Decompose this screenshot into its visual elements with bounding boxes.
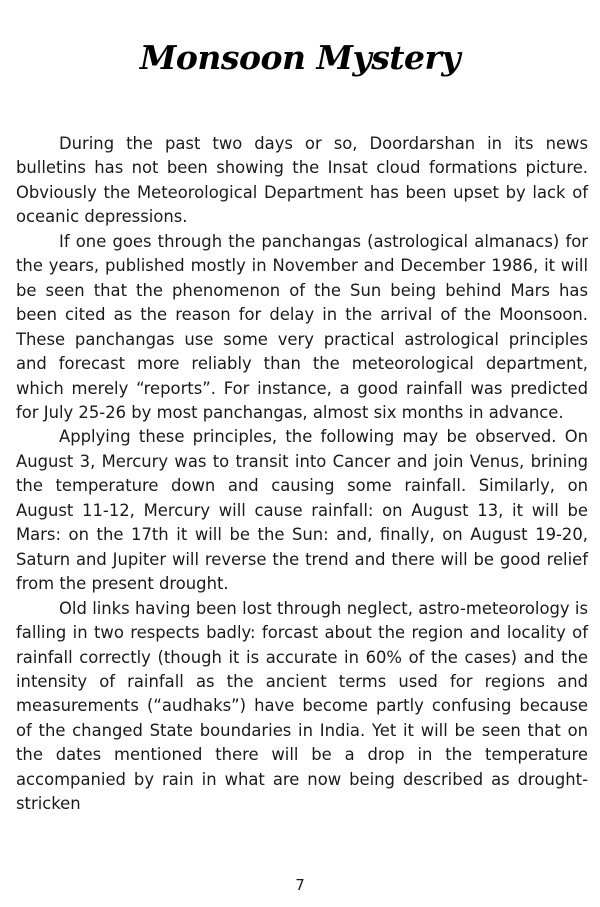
page-title: Monsoon Mystery	[139, 38, 461, 78]
article-body	[16, 132, 588, 817]
paragraph-2: If one goes through the panchangas (astrological almanacs) for the years, published mostly in November and December 1986, it will be seen that the phenomenon of the Sun being behind Mars has been cited as the reason for delay in the arrival of the Moonsoon. These panchangas use some very practical astrological principles and forecast more reliably than the meteorological department, which merely “reports”. For instance, a good rainfall was predicted for July 25-26 by most panchangas, almost six months in advance.	[16, 231, 588, 422]
paragraph-1: During the past two days or so, Doordarshan in its news bulletins has not been showing the Insat cloud formations picture. Obviously the Meteorological Department has been upset by lack of oceanic depressions.	[16, 134, 588, 227]
paragraph-3: Applying these principles, the following may be observed. On August 3, Mercury was to transit into Cancer and join Venus, brining the temperature down and causing some rainfall. Similarly, on August 11-12, Mercury will cause rainfall: on August 13, it will be Mars: on the 17th it will be the Sun: and, finally, on August 19-20, Saturn and Jupiter will reverse the trend and there will be good relief from the present drought.	[16, 427, 588, 594]
page-number: 7	[295, 876, 305, 894]
paragraph-4: Old links having been lost through neglect, astro-meteorology is falling in two respects badly: forcast about the region and locality of rainfall correctly (though it is accurate in 60% of the cases) and the intensity of rainfall as the ancient terms used for regions and measurements (“audhaks”) have become partly confusing because of the changed State boundaries in India. Yet it will be seen that on the dates mentioned there will be a drop in the temperature accompanied by rain in what are now being described as drought-stricken	[16, 598, 588, 814]
